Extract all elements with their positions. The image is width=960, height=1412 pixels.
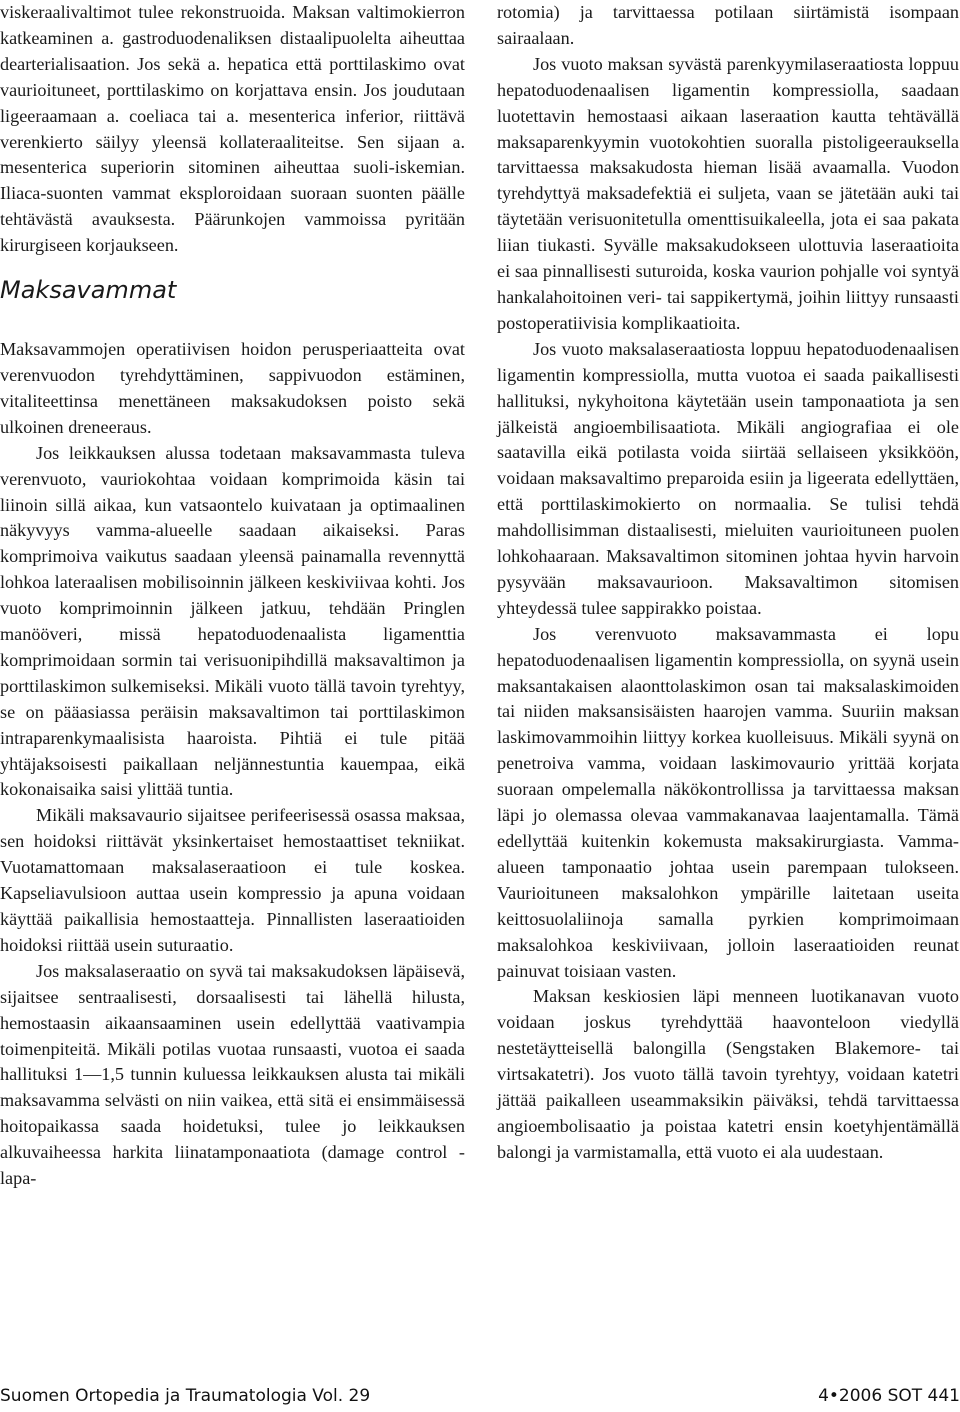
body-paragraph: Mikäli maksavaurio sijaitsee perifeerisessä osassa maksaa, sen hoidoksi riittävät yksinkertaiset hemostaattiset tekniikat. Vuotamattomaan maksalaseraatioon ei tule koskea. Kapseliavulsioon auttaa usein kompressio ja apuna voidaan käyttää paikallisia hemostaatteja. Pinnallisten laseraatioiden hoidoksi riittää usein suturaatio. xyxy=(0,805,465,955)
issue-page-number: 4•2006 SOT 441 xyxy=(818,1386,960,1406)
intro-paragraph: viskeraalivaltimot tulee rekonstruoida. Maksan valtimokierron katkeaminen a. gastroduodenaliksen distaalipuolelta aiheuttaa dearterialisaation. Jos sekä a. hepatica että porttilaskimo ovat vaurioituneet, porttilaskimo on korjattava ensin. Jos joudutaan ligeeraamaan a. coeliaca tai a. mesenterica inferior, riittävä verenkierto säilyy yleensä kollateraaliteitse. Sen sijaan a. mesenterica superiorin sitominen aiheuttaa suoli-iskemian. Iliaca-suonten vammat eksploroidaan suoraan suonten päälle tehtävästä avauksesta. Päärunkojen vammoissa pyritään kirurgiseen korjaukseen. xyxy=(0,2,465,256)
journal-title: Suomen Ortopedia ja Traumatologia Vol. 29 xyxy=(0,1386,371,1406)
body-paragraph: Jos vuoto maksan syvästä parenkyymilaseraatiosta loppuu hepatoduodenaalisen ligamentin kompressiolla, saadaan luotettavin hemostaasi aikaan laseraation kautta tehtävällä maksaparenkyymin vuotokohtien suoralla pistoligeerauksella tarvittaessa maksakudosta hieman lisää avaamalla. Vuodon tyrehdyttyä maksadefektiä ei suljeta, vaan se jätetään auki tai täytetään verisuonitetulla omenttisuikaleella, jota ei saa pakata liian tiukasti. Syvälle maksakudokseen ulottuvia laseraatioita ei saa pinnallisesti suturoida, koska vaurion pohjalle voi syntyä hankalahoitoinen veri- tai sappikertymä, joihin liittyy runsaasti postoperatiivisia komplikaatioita. xyxy=(497,53,959,333)
section-heading: Maksavammat xyxy=(0,276,177,305)
left-column xyxy=(0,0,465,1192)
body-paragraph: Jos maksalaseraatio on syvä tai maksakudoksen läpäisevä, sijaitsee sentraalisesti, dorsaalisesti tai lähellä hilusta, hemostaasin aikaansaaminen usein edellyttää vaativampia toimenpiteitä. Mikäli potilas vuotaa runsaasti, vuotoa ei saada hallituksi 1—1,5 tunnin kuluessa leikkauksen alusta tai mikäli maksavamma selvästi on niin vaikea, että sitä ei ensimmäisessä hoitopaikassa saada hoidetuksi, tulee jo leikkauksen alkuvaiheessa harkita liinatamponaatiota (damage control -lapa- xyxy=(0,960,465,1189)
body-paragraph: Maksan keskiosien läpi menneen luotikanavan vuoto voidaan joskus tyrehdyttää haavonteloon viedyllä nestetäytteisellä balongilla (Sengstaken Blakemore- tai virtsakatetri). Jos vuoto tällä tavoin tyrehtyy, voidaan katetri jättää paikalleen useammaksikin päiväksi, tehdä tarvittaessa angioembolisaatio ja poistaa katetri ensin koetyhjentämällä balongi ja varmistamalla, että vuoto ei ala uudestaan. xyxy=(497,986,959,1162)
continued-paragraph: rotomia) ja tarvittaessa potilaan siirtämistä isompaan sairaalaan. xyxy=(497,2,959,48)
body-paragraph: Jos verenvuoto maksavammasta ei lopu hepatoduodenaalisen ligamentin kompressiolla, on syynä usein maksantakaisen alaonttolaskimon osan tai maksalaskimoiden tai niiden maksansisäisten haarojen vamma. Suuriin maksan laskimovammoihin liittyy korkea kuolleisuus. Mikäli syynä on penetroiva vamma, voidaan laskimovaurio yrittää korjata suoraan ompelemalla näkökontrollissa ja tarvittaessa maksan läpi jo olemassa olevaa vammakanavaa laajentamalla. Tämä edellyttää kuitenkin kokemusta maksakirurgiasta. Vamma-alueen tamponaatio johtaa usein parempaan tulokseen. Vaurioituneen maksalohkon ympärille laitetaan useita keittosuolaliinoja samalla pyrkien komprimoimaan maksalohkoa keskiviivaan, jolloin laseraatioiden reunat painuvat toisiaan vasten. xyxy=(497,623,959,981)
body-paragraph: Jos leikkauksen alussa todetaan maksavammasta tuleva verenvuoto, vauriokohtaa voidaan komprimoida käsin tai liinoin sillä aikaa, kun vatsaontelo kuivataan ja optimaalinen näkyvyys vamma-alueelle saadaan aikaiseksi. Paras komprimoiva vaikutus saadaan yleensä painamalla revennyttä lohkoa lateraalisen mobilisoinnin jälkeen keskiviivaa kohti. Jos vuoto komprimoinnin jälkeen jatkuu, tehdään Pringlen manööveri, missä hepatoduodenaalista ligamenttia komprimoidaan sormin tai verisuonipihdillä maksavaltimon ja porttilaskimon sulkemiseksi. Mikäli vuoto tällä tavoin tyrehtyy, se on pääasiassa peräisin maksavaltimon tai porttilaskimon intraparenkymaalisista haaroista. Pihtiä ei tule pitää yhtäjaksoisesti paikallaan neljännestuntia kauempaa, eikä kokonaisaika saisi ylittää tuntia. xyxy=(0,442,465,800)
right-column xyxy=(497,0,959,1166)
section-heading-block xyxy=(0,259,465,337)
body-paragraph: Maksavammojen operatiivisen hoidon perusperiaatteita ovat verenvuodon tyrehdyttäminen, sappivuodon estäminen, vitaliteettinsa menettäneen maksakudoksen poisto sekä ulkoinen dreneeraus. xyxy=(0,339,465,437)
body-paragraph: Jos vuoto maksalaseraatiosta loppuu hepatoduodenaalisen ligamentin kompressiolla, mutta vuotoa ei saada paikallisesti hallituksi, nykyhoitona käytetään usein tamponaatiota ja sen jälkeistä angioembilisaatiota. Mikäli angiografiaa ei ole saatavilla eikä potilasta voida siirtää sellaiseen yksikköön, voidaan maksavaltimo preparoida esiin ja ligeerata edellyttäen, että porttilaskimokierto on normaalia. Se tulisi tehdä mahdollisimman distaalisesti, mieluiten vaurioituneen puolen lohkohaaraan. Maksavaltimon sitominen johtaa hyvin harvoin pysyvään maksavaurioon. Maksavaltimon sitomisen yhteydessä tulee sappirakko poistaa. xyxy=(497,338,959,618)
page-footer xyxy=(0,1381,960,1411)
